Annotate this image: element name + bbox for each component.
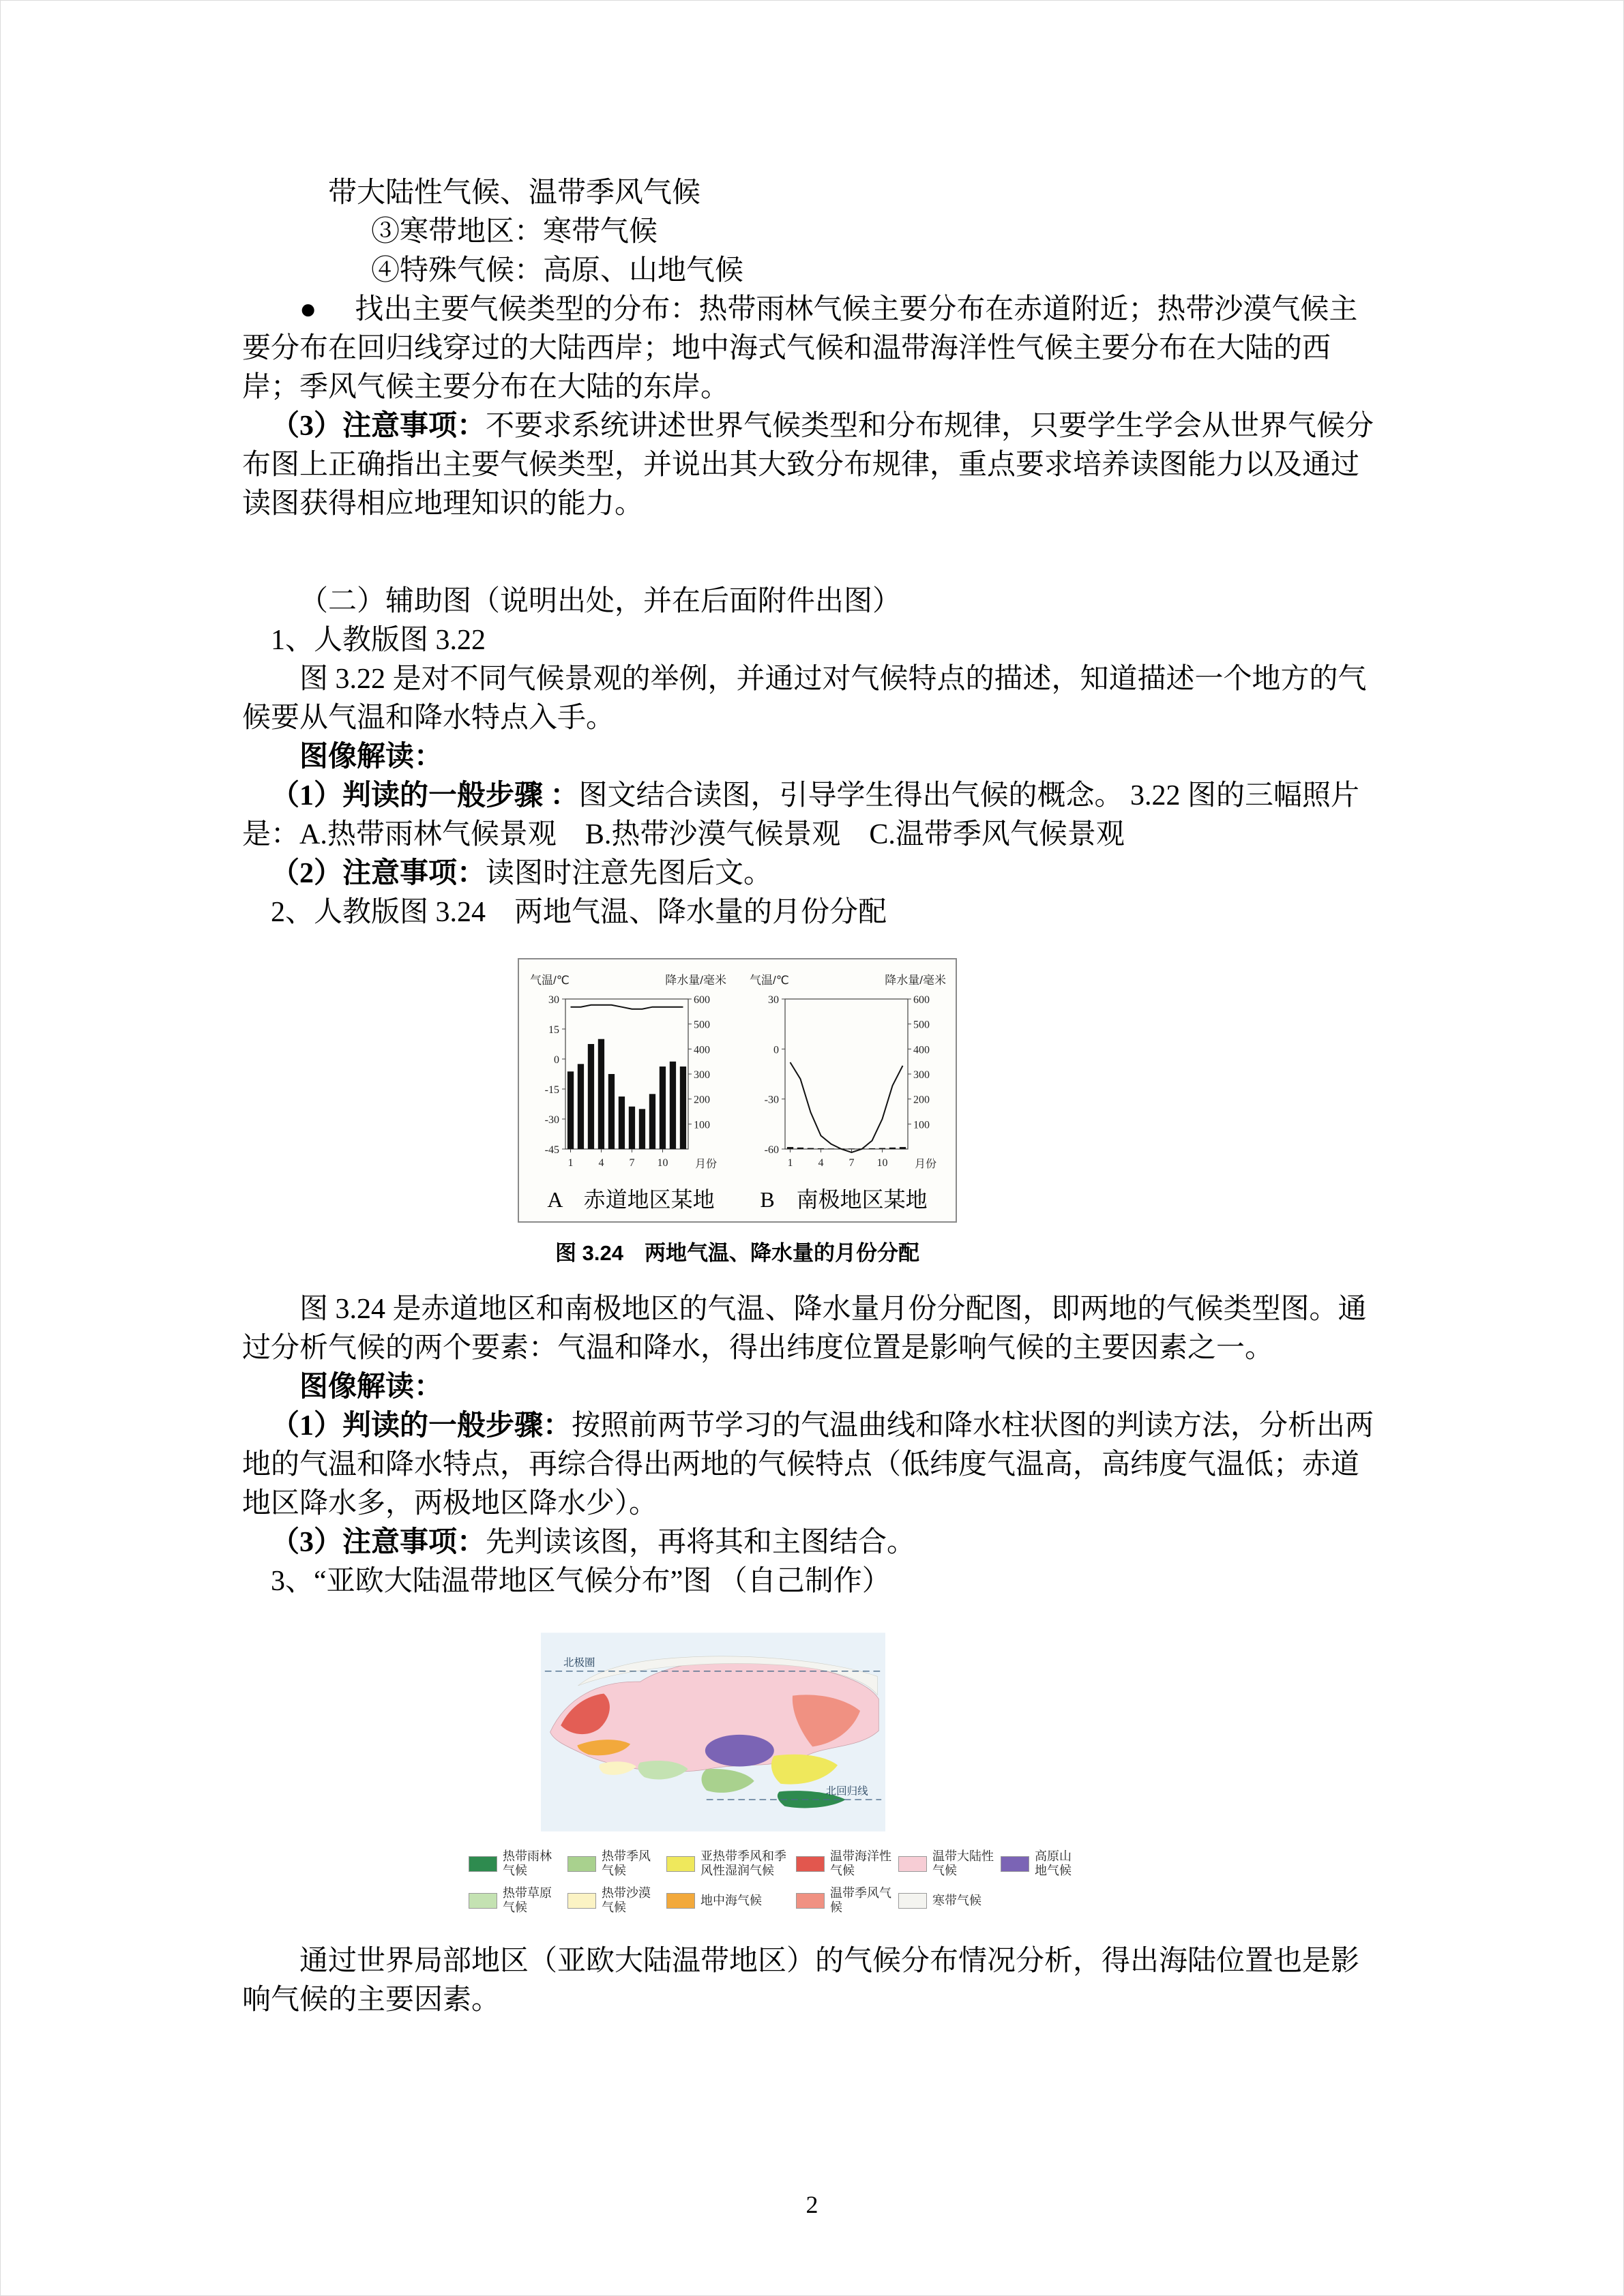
- map-legend: [469, 1849, 1086, 1915]
- legend-item: [796, 1849, 898, 1878]
- paragraph-note-overview: [242, 407, 1385, 524]
- item-3-title: 3、“亚欧大陆温带地区气候分布”图 （自己制作）: [271, 1566, 891, 1597]
- figure-3-24-description: 图 3.24 是赤道地区和南极地区的气温、降水量月份分配图，即两地的气候类型图。通过分析气候的两个要素：气温和降水，得出纬度位置是影响气候的主要因素之一。: [242, 1294, 1367, 1364]
- figure-eurasia-map: [269, 1630, 1357, 1915]
- svg-text:1: 1: [567, 1157, 574, 1169]
- legend-label: 温带大陆性气候: [932, 1849, 994, 1877]
- figure-3-24-frame: [518, 958, 957, 1223]
- legend-label: 高原山地气候: [1035, 1849, 1072, 1877]
- legend-label: 地中海气候: [700, 1893, 762, 1907]
- conclusion-paragraph: 通过世界局部地区（亚欧大陆温带地区）的气候分布情况分析，得出海陆位置也是影响气候的主要因素。: [242, 1945, 1360, 2016]
- step-text: 按照前两节学习的气温曲线和降水柱状图的判读方法，分析出两地的气温和降水特点，再综合得出两地的气候特点（低纬度气温高，高纬度气温低；赤道地区降水多，两极地区降水少）。: [242, 1410, 1374, 1519]
- legend-item: [796, 1886, 898, 1915]
- svg-text:300: 300: [913, 1069, 930, 1081]
- document-body: [242, 174, 1385, 2020]
- svg-text:15: 15: [548, 1024, 559, 1036]
- svg-text:100: 100: [694, 1119, 710, 1131]
- paragraph-special-climate: ④特殊气候：高原、山地气候: [371, 255, 744, 286]
- chart-panel-labels: [525, 1186, 950, 1213]
- svg-text:0: 0: [554, 1054, 559, 1066]
- svg-text:400: 400: [913, 1044, 930, 1056]
- svg-text:30: 30: [768, 994, 779, 1006]
- legend-item: [469, 1849, 567, 1878]
- item-1-title: 1、人教版图 3.22: [271, 625, 486, 656]
- step-text: 图文结合读图，引导学生得出气候的概念。 3.22 图的三幅照片是：A.热带雨林气候景观 B.热带沙漠气候景观 C.温带季风气候景观: [242, 780, 1360, 850]
- svg-text:降水量/毫米: 降水量/毫米: [885, 974, 946, 987]
- tropic-of-cancer-label: 北回归线: [825, 1785, 868, 1798]
- legend-item: [666, 1849, 796, 1878]
- svg-text:600: 600: [913, 994, 930, 1006]
- legend-label: 热带雨林气候: [503, 1849, 552, 1877]
- legend-item: [1001, 1849, 1086, 1878]
- legend-swatch: [796, 1856, 825, 1872]
- svg-text:1: 1: [787, 1157, 793, 1169]
- legend-swatch: [666, 1893, 695, 1909]
- legend-label: 热带季风气候: [602, 1849, 651, 1877]
- page-number: 2: [806, 2191, 818, 2218]
- note-label: （3）注意事项：: [271, 411, 486, 442]
- note-label: （2）注意事项：: [271, 858, 486, 889]
- blank-line: [242, 524, 1385, 582]
- svg-text:0: 0: [773, 1044, 779, 1056]
- interpretation-2-heading: 图像解读：: [299, 1371, 443, 1403]
- svg-text:200: 200: [913, 1094, 930, 1106]
- svg-text:30: 30: [548, 994, 559, 1006]
- legend-label: 寒带气候: [932, 1893, 981, 1907]
- svg-text:600: 600: [694, 994, 710, 1006]
- svg-text:-15: -15: [544, 1084, 559, 1096]
- legend-row: [469, 1886, 1086, 1915]
- svg-text:-60: -60: [764, 1144, 779, 1156]
- legend-label: 温带季风气候: [830, 1886, 891, 1914]
- legend-swatch: [666, 1856, 695, 1872]
- note-text: 不要求系统讲述世界气候类型和分布规律，只要学生学会从世界气候分布图上正确指出主要气候类型，并说出其大致分布规律，重点要求培养读图能力以及通过读图获得相应地理知识的能力。: [242, 411, 1374, 520]
- legend-label: 热带草原气候: [503, 1886, 552, 1914]
- legend-swatch: [1001, 1856, 1029, 1872]
- interpretation-1-step: [242, 777, 1385, 854]
- svg-text:-45: -45: [544, 1144, 559, 1156]
- note-label: （3）注意事项：: [271, 1527, 486, 1558]
- paragraph-cold-zone: ③寒带地区：寒带气候: [371, 216, 658, 248]
- svg-text:7: 7: [848, 1157, 855, 1169]
- svg-text:-30: -30: [764, 1094, 779, 1106]
- legend-item: [666, 1886, 796, 1915]
- chart-b-label: B 南极地区某地: [760, 1187, 928, 1212]
- step-label: （1）判读的一般步骤 ：: [271, 780, 579, 811]
- legend-item: [567, 1886, 666, 1915]
- chart-a-label: A 赤道地区某地: [547, 1187, 715, 1212]
- legend-row: [469, 1849, 1086, 1878]
- bullet-text: 找出主要气候类型的分布：热带雨林气候主要分布在赤道附近；热带沙漠气候主要分布在回归线穿过的大陆西岸；地中海式气候和温带海洋性气候主要分布在大陆的西岸；季风气候主要分布在大陆的东岸。: [242, 294, 1358, 403]
- svg-text:气温/℃: 气温/℃: [530, 974, 570, 987]
- eurasia-map-wrap: [541, 1630, 885, 1834]
- note-text: 先判读该图，再将其和主图结合。: [486, 1527, 916, 1558]
- paragraph-climate-continuation: 带大陆性气候、温带季风气候: [328, 177, 701, 209]
- plateau-climate-zone: [705, 1735, 774, 1767]
- legend-item: [898, 1886, 1001, 1915]
- figure-3-24: [518, 958, 957, 1272]
- bullet-icon: ●: [299, 294, 317, 325]
- legend-item: [898, 1849, 1001, 1878]
- arctic-circle-label: 北极圈: [563, 1656, 595, 1669]
- svg-text:10: 10: [657, 1157, 668, 1169]
- legend-label: 温带海洋性气候: [830, 1849, 891, 1877]
- svg-text:4: 4: [598, 1157, 604, 1169]
- svg-text:200: 200: [694, 1094, 710, 1106]
- legend-swatch: [469, 1893, 497, 1909]
- legend-swatch: [898, 1856, 927, 1872]
- step-label: （1）判读的一般步骤：: [271, 1410, 572, 1442]
- interpretation-1-heading: 图像解读：: [299, 741, 443, 773]
- legend-swatch: [898, 1893, 927, 1909]
- interpretation-1-note: [242, 854, 1385, 893]
- climate-chart-equator: [525, 966, 730, 1183]
- svg-text:100: 100: [913, 1119, 930, 1131]
- section-2-title: （二）辅助图（说明出处，并在后面附件出图）: [299, 586, 902, 617]
- climate-chart-pair: [525, 966, 950, 1183]
- svg-text:4: 4: [818, 1157, 824, 1169]
- svg-text:500: 500: [913, 1019, 930, 1031]
- legend-item: [469, 1886, 567, 1915]
- note-text: 读图时注意先图后文。: [486, 858, 773, 889]
- svg-text:-30: -30: [544, 1114, 559, 1126]
- legend-item: [567, 1849, 666, 1878]
- legend-label: 亚热带季风和季风性湿润气候: [700, 1849, 786, 1877]
- svg-text:气温/℃: 气温/℃: [750, 974, 789, 987]
- item-1-description: 图 3.22 是对不同气候景观的举例，并通过对气候特点的描述，知道描述一个地方的气候要从气温和降水特点入手。: [242, 664, 1367, 734]
- figure-3-24-caption: 图 3.24 两地气温、降水量的月份分配: [555, 1241, 919, 1265]
- svg-text:400: 400: [694, 1044, 710, 1056]
- legend-swatch: [567, 1893, 596, 1909]
- svg-text:500: 500: [694, 1019, 710, 1031]
- legend-swatch: [567, 1856, 596, 1872]
- paragraph-bullet-distribution: [242, 290, 1385, 407]
- legend-swatch: [796, 1893, 825, 1909]
- interpretation-2-note: [242, 1523, 1385, 1562]
- eurasia-climate-map: [541, 1630, 885, 1834]
- legend-swatch: [469, 1856, 497, 1872]
- svg-text:300: 300: [694, 1069, 710, 1081]
- item-2-title: 2、人教版图 3.24 两地气温、降水量的月份分配: [271, 897, 887, 928]
- svg-text:7: 7: [629, 1157, 635, 1169]
- svg-text:降水量/毫米: 降水量/毫米: [665, 974, 726, 987]
- legend-label: 热带沙漠气候: [602, 1886, 651, 1914]
- svg-text:10: 10: [876, 1157, 888, 1169]
- climate-chart-antarctic: [744, 966, 950, 1183]
- svg-text:月份: 月份: [915, 1159, 937, 1170]
- interpretation-2-step: [242, 1407, 1385, 1523]
- svg-text:月份: 月份: [695, 1159, 718, 1170]
